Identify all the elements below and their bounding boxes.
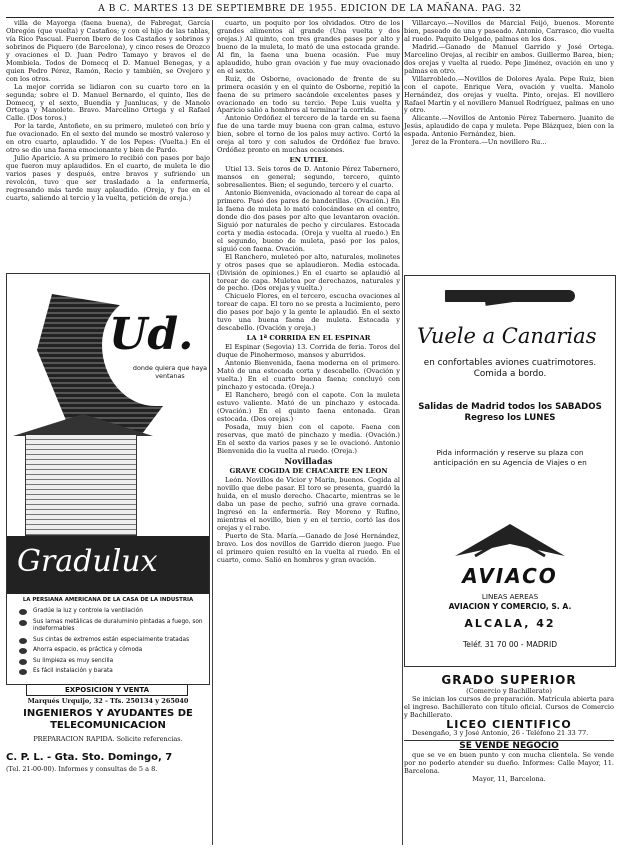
house-illustration [25, 434, 137, 536]
article-paragraph: Puerto de Sta. María.—Ganado de José Hernández, bravo. Los dos novillos de Garrido dieron juego. Fue el primero quien resultó en la vuelta al ruedo. En el cuarto, como. Salió en hombros y gran ovación. [217, 532, 400, 564]
article-paragraph: Antonio Bienvenida, faena moderna en el primero. Mató de una estocada corta y descabello. (Ovación y vuelta.) En el cuarto buena faena; concluyó con pinchazo y estocada. (Oreja.) [217, 359, 400, 391]
ad-schedule: Salidas de Madrid todos los SABADOS Regreso los LUNES [418, 402, 602, 423]
article-paragraph: Posada, muy bien con el capote. Faena con reservas, que mató de pinchazo y media. (Ovación.) En el sexto da varios pases y se le ovacionó. Antonio Bienvenida dio la vuelta al ruedo. (Oreja.) [217, 422, 400, 455]
ad-hook: se lo decimos a [127, 286, 190, 295]
article-paragraph: Madrid.—Ganado de Manuel Garrido y José Ortega. Marcelino Orejas, al recibir en ambos. Guillermo Barea, bien; dos orejas y vuelta al ruedo. Pepe Jiménez, ovación en uno y palmas en otro. [404, 42, 614, 75]
article-paragraph: Utiel 13. Seis toros de D. Antonio Pérez Tabernero, mansos en general; segundo, tercero, quinto sobresalientes. Bien; el segundo, tercero y el cuarto. [217, 165, 400, 190]
liceo-headline: LICEO CIENTIFICO [446, 717, 572, 731]
column-1 [6, 20, 210, 203]
column-3 [404, 20, 614, 147]
telecom-headline: INGENIEROS Y AYUDANTES DE TELECOMUNICACION [23, 708, 193, 731]
aviaco-address: ALCALA, 42 [464, 617, 556, 630]
exposicion-label: EXPOSICION Y VENTA [26, 684, 188, 696]
article-paragraph: Antonio Ordóñez el tercero de la tarde en su faena fue de una tarde muy buena con gran calma, estuvo bien, sobre el torno de los palos muy activo. Cortó la oreja al toro y con saludos de Ordóñez fue bravo. Ordóñez pronto en muchas ocasiones. [217, 114, 400, 155]
article-paragraph: Villarcayo.—Novillos de Marcial Feijó, buenos. Morente bien, paseado de una y paseado. Antonio, Carrasco, dio vuelta al ruedo. Paquito Delgado, palmas en los dos. [404, 19, 614, 43]
article-paragraph: El Espinar (Segovia) 13. Corrida de feria. Toros del duque de Pinohermoso, mansos y aburridos. [217, 343, 400, 360]
page-header: A B C. MARTES 13 DE SEPTIEMBRE DE 1955. EDICION DE LA MAÑANA. PAG. 32 [98, 4, 522, 14]
article-paragraph: El Ranchero, bregó con el capote. Con la muleta estuvo valiente. Mató de un pinchazo y estocada. (Ovación.) En el quinto faena entonada. Gran estocada. (Dos orejas.) [217, 390, 400, 423]
column-3-lower [404, 688, 614, 783]
section-heading: LA 1ª CORRIDA EN EL ESPINAR [246, 334, 371, 343]
ad-address: Marqués Urquijo, 32 - Tfs. 250134 y 265040 [27, 697, 189, 705]
ad-info: Pida información y reserve su plaza con anticipación en su Agencia de Viajes o en [433, 448, 587, 467]
article-paragraph: Alicante.—Novillos de Antonio Pérez Tabernero. Juanito de Jesús, aplaudido de capa y muleta. Pepe Blázquez, bien con la espada. Antonio Fernández, bien. [404, 114, 614, 139]
section-heading: EN UTIEL [289, 156, 328, 165]
column-divider [402, 20, 403, 845]
list-item: Sus lamas metálicas de duraluminio pintadas a fuego, son indeformables [17, 619, 203, 634]
ad-headline: Vuele a Canarias [417, 324, 597, 348]
grado-subtitle: (Comercio y Bachillerato) [466, 687, 552, 695]
section-subtitle: GRAVE COGIDA DE CHACARTE EN LEON [229, 467, 388, 476]
negocio-address: Mayor, 11, Barcelona. [472, 774, 546, 783]
article-paragraph: cuarto, un poquito por los olvidados. Otro de los grandes alimentos al grande (Una vuelta y dos orejas.) Al quinto, con tres grandes pases por alto y bueno de la muleta, lo mató de una estocada grande. Al fin, la faena una buena ocasión. Fue muy aplaudido, hubo gran ovación y fue muy ovacionado en el sexto. [217, 19, 400, 75]
article-paragraph: Julio Aparicio. A su primero lo recibió con pases por bajo que fueron muy aplaudidos. En el cuarto, de muleta le dio varios pases y después, entre bravos y sufriendo un revolcón, tuvo que ser trasladado a la enfermería, regresando más tarde muy aplaudido. (Oreja, y fue en el cuarto, saliendo al tercio y la vuelta, petición de oreja.) [6, 154, 210, 202]
article-paragraph: Chicuelo Flores, en el tercero, escucha ovaciones al torear de capa. El toro no se presta a lucimiento, pero dio pases por bajo y la gente le aplaudió. En el sexto tuvo una buena faena de muleta. Estocada y descabello. (Ovación y oreja.) [217, 292, 400, 333]
brand-name: Gradulux [17, 544, 158, 579]
list-item: Es fácil instalación y barata [17, 668, 203, 676]
house-roof-illustration [13, 414, 153, 436]
article-paragraph: Jerez de la Frontera.—Un novillero Ru... [412, 138, 547, 147]
ad-subtitle: donde quiera que haya ventanas [132, 364, 208, 380]
article-paragraph: Se inician los cursos de preparación. Matrícula abierta para el ingreso. Bachillerato con título oficial. Cursos de Comercio y Bachillerato. [404, 694, 614, 719]
list-item: Su limpieza es muy sencilla [17, 658, 203, 666]
telecom-address: C. P. L. - Gta. Sto. Domingo, 7 [6, 752, 173, 763]
se-vende-headline: SE VENDE NEGOCIO [459, 740, 559, 751]
column-2 [217, 20, 400, 565]
article-paragraph: El Ranchero, muleteó por alto, naturales, molinetes y otros pases que se aplaudieron. Media estocada. (División de opiniones.) En el cuarto se aplaudió al torear de capa. Muletea por derechazos, naturales y de pecho. (Dos orejas y vuelta.) [217, 252, 400, 293]
gradulux-ad [6, 273, 210, 685]
column-divider [212, 20, 213, 845]
telecom-prep: PREPARACION RAPIDA. Solicite referencias. [33, 735, 183, 743]
ad-headline: Ud. [109, 309, 194, 360]
grado-superior-headline: GRADO SUPERIOR [441, 673, 577, 687]
list-item: Sus cintas de extremos están especialmente tratadas [17, 637, 203, 645]
section-title: Novilladas [284, 456, 333, 467]
aviaco-lineas: LINEAS AEREAS [481, 592, 539, 601]
article-paragraph: Villarrobledo.—Novillos de Dolores Ayala. Pepe Ruiz, bien con el capote. Enrique Vera, ovación y vuelta. Manolo Hernández, dos orejas y vuelta. Pinto, orejas. El novillero Rafael Martín y el novillero Manuel Rodríguez, palmas en uno y otro. [404, 74, 614, 115]
brand-tagline: LA PERSIANA AMERICANA DE LA CASA DE LA INDUSTRIA [22, 597, 194, 603]
aviaco-ad [404, 275, 616, 667]
article-paragraph: villa de Mayorga (faena buena), de Fabregat, García Obregón (que vuelta) y Castaños; y con el hijo de las tablas, vía Rico Pascual. Fueron Ibero de los Castaños y sobrinos y sobrinos de Piquero (de Barcelona), y cinco reses de Orozco y ovaciones el D. Juan Pedro Tamayo y bravos el de Mombiela. Todos de Domecq el D. Manuel Benegas, y a quien Pedro Pérez, Ramón, Recio y también, se Ovejero y con los otros. [6, 19, 210, 83]
list-item: Gradúe la luz y controle la ventilación [17, 608, 203, 616]
article-paragraph: que se ve en buen punto y con mucha clientela. Se vende por no poderlo atender su dueño. Informes: Calle Mayor, 11. Barcelona. [404, 750, 614, 775]
liceo-address: Desengaño, 3 y José Antonio, 26 - Teléfono 21 33 77. [412, 728, 589, 737]
feature-list [17, 608, 203, 679]
article-paragraph: León. Novillos de Vicior y Marín, buenos. Cogida al novillo que debe pasar. El toro se presenta, guardó la huida, en el muslo derecho. Chacarte, mientras se le daba un pase de pecho, sufrió una grave cornada. Ingresó en la enfermería. Rey Moreno y Rufino, mientras el novillo, bien y en el tercio, cortó las dos orejas y el rabo. [217, 476, 400, 533]
aviaco-brand: AVIACO [462, 564, 558, 588]
telecom-phone: (Tel. 21-00-00). Informes y consultas de 5 a 8. [6, 765, 158, 773]
article-paragraph: Por la tarde, Antoñete, en su primero, muleteó con brío y fue ovacionado. En el sexto del mundo se mostró valeroso y en otro cuarto, aplaudido. Y de los Pepes: (Vuelta.) En el otro se dio una faena emocionante y bien de Pardo. [6, 122, 210, 155]
aviaco-company: AVIACION Y COMERCIO, S. A. [448, 602, 572, 611]
aviaco-phone: Teléf. 31 70 00 - MADRID [462, 640, 558, 649]
article-paragraph: Ruiz, de Osborne, ovacionado de frente de su primera ocasión y en el quinto de Osborne, repitió la faena de su primero sacándole excelentes pases y ovacionado en todo su tercio. Pepe Luis vuelta y Aparicio salió a hombros al terminar la corrida. [217, 74, 400, 115]
list-item: Ahorra espacio, es práctica y cómoda [17, 647, 203, 655]
article-paragraph: Antonio Bienvenida, ovacionado al torear de capa al primero. Pasó dos pares de banderillas. (Ovación.) En la faena de muleta lo mató colocándose en el centro, donde dio dos pases por alto que levantaron ovación. Siguió por naturales de pecho y circulares. Estocada corta y media estocada. (Oreja y vuelta al ruedo.) En el segundo, bueno de muleta, pasó por los palos, siguió con faena. Ovación. [217, 189, 400, 253]
article-paragraph: La mejor corrida se lidiaron con su cuarto toro en la segunda; sobre el D. Manuel Bernardo, el quinto, Iles de Domecq, y el sexto, Buendía y Juanlucas, y de Manolo Ortega y Manolete. Bravo. Marcelino Ortega y el Rafael Calle. (Dos toros.) [6, 82, 210, 123]
ad-description: en confortables aviones cuatrimotores. Comida a bordo. [423, 358, 597, 379]
header-rule [6, 17, 614, 18]
